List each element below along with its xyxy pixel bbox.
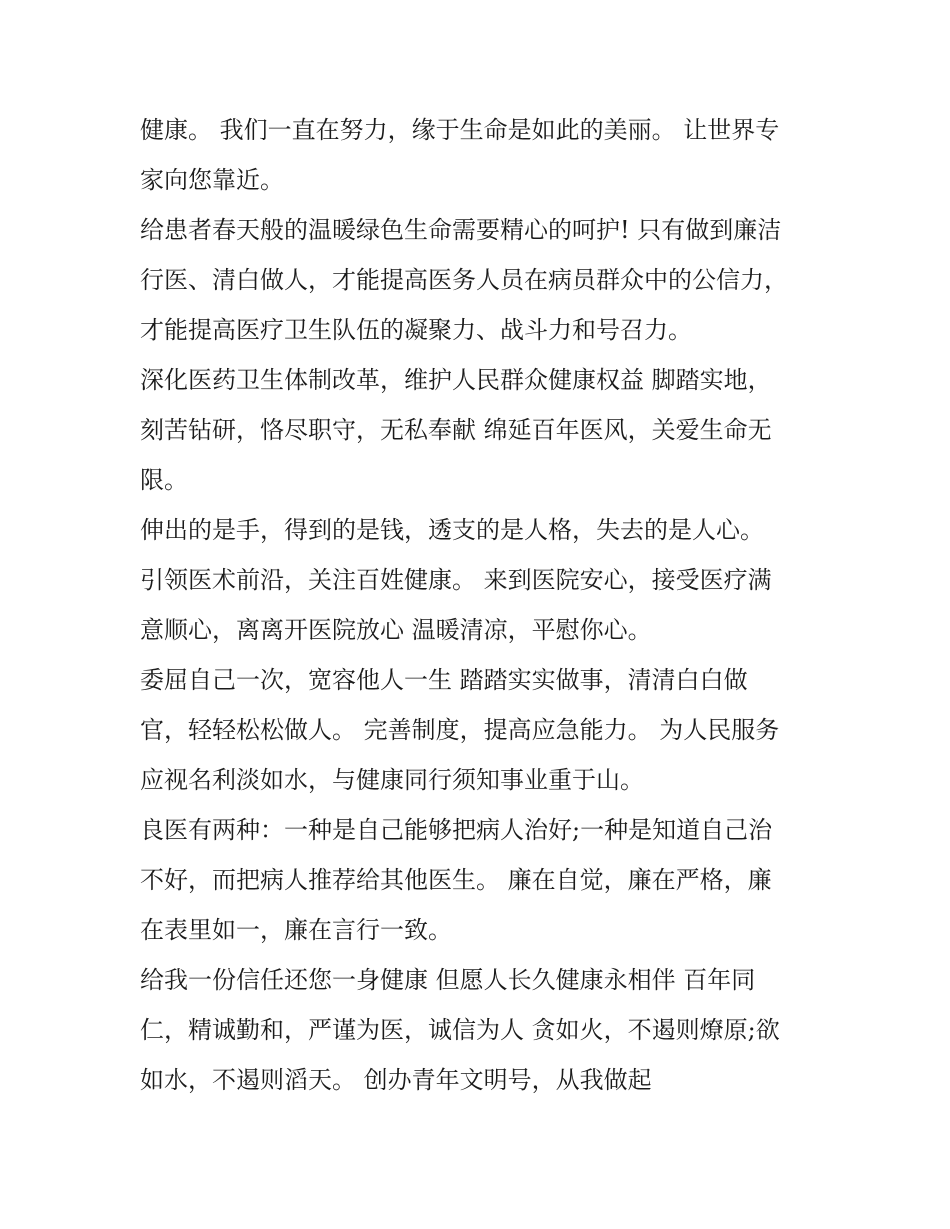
- text-line: 健康。 我们一直在努力，缘于生命是如此的美丽。 让世界专: [140, 116, 780, 144]
- text-line: 官，轻轻松松做人。 完善制度，提高应急能力。 为人民服务: [140, 716, 780, 744]
- text-line: 意顺心，离离开医院放心 温暖清凉，平慰你心。: [140, 616, 652, 644]
- text-line: 应视名利淡如水，与健康同行须知事业重于山。: [140, 766, 644, 794]
- text-line: 委屈自己一次，宽容他人一生 踏踏实实做事，清清白白做: [140, 666, 748, 694]
- paragraph-2: [140, 205, 815, 355]
- text-line: 给我一份信任还您一身健康 但愿人长久健康永相伴 百年同: [140, 966, 756, 994]
- text-line: 深化医药卫生体制改革，维护人民群众健康权益 脚踏实地，: [140, 366, 772, 394]
- paragraph-6: [140, 805, 815, 955]
- text-line: 伸出的是手，得到的是钱，透支的是人格，失去的是人心。: [140, 516, 764, 544]
- text-line: 家向您靠近。: [140, 166, 284, 194]
- text-line: 仁，精诚勤和，严谨为医，诚信为人 贪如火，不遏则燎原;欲: [140, 1016, 780, 1044]
- text-line: 良医有两种：一种是自己能够把病人治好;一种是知道自己治: [140, 816, 773, 844]
- text-line: 不好，而把病人推荐给其他医生。 廉在自觉，廉在严格，廉: [140, 866, 772, 894]
- text-line: 引领医术前沿，关注百姓健康。 来到医院安心，接受医疗满: [140, 566, 772, 594]
- paragraph-5: [140, 655, 815, 805]
- text-line: 如水，不遏则滔天。 创办青年文明号，从我做起: [140, 1066, 652, 1094]
- text-line: 刻苦钻研，恪尽职守，无私奉献 绵延百年医风，关爱生命无: [140, 416, 772, 444]
- text-line: 才能提高医疗卫生队伍的凝聚力、战斗力和号召力。: [140, 316, 692, 344]
- text-line: 限。: [140, 466, 188, 494]
- document-body: [140, 105, 815, 1105]
- text-line: 给患者春天般的温暖绿色生命需要精心的呵护! 只有做到廉洁: [140, 216, 782, 244]
- paragraph-4: [140, 505, 815, 655]
- paragraph-3: [140, 355, 815, 505]
- text-line: 在表里如一，廉在言行一致。: [140, 916, 452, 944]
- paragraph-7: [140, 955, 815, 1105]
- text-line: 行医、清白做人，才能提高医务人员在病员群众中的公信力，: [140, 266, 788, 294]
- paragraph-1: [140, 105, 815, 205]
